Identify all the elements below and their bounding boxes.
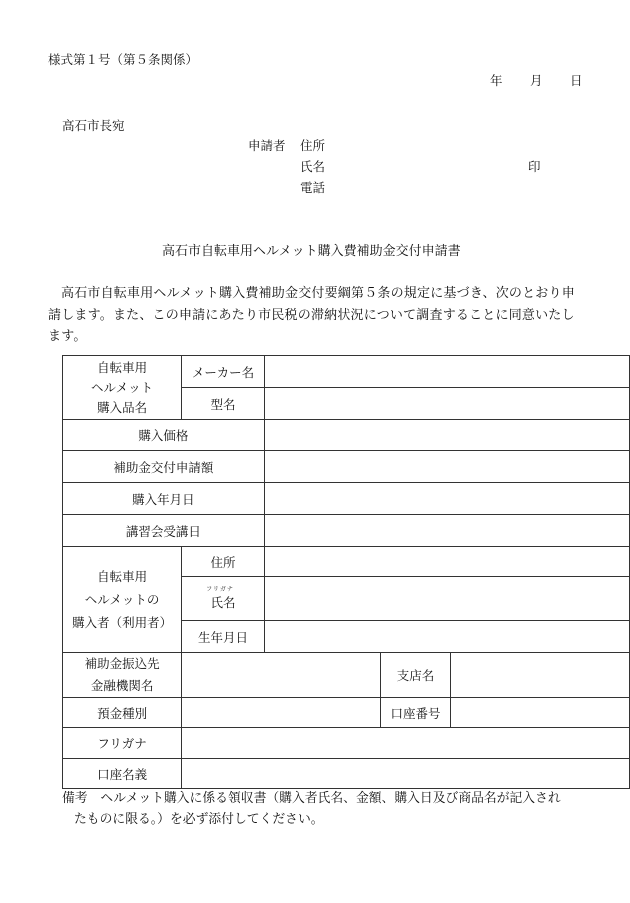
purchase-date-field[interactable] — [264, 483, 629, 515]
course-date-label: 講習会受講日 — [63, 515, 265, 547]
bank-name-field[interactable] — [182, 653, 380, 698]
purchase-price-field[interactable] — [264, 420, 629, 451]
body-line-1: 高石市自転車用ヘルメット購入費補助金交付要綱第５条の規定に基づき、次のとおり申 — [61, 286, 575, 301]
body-line-3: ます。 — [48, 329, 87, 344]
remarks — [62, 788, 592, 830]
seal-mark: 印 — [528, 159, 541, 174]
furigana-field[interactable] — [182, 728, 630, 759]
maker-name-field[interactable] — [264, 356, 629, 388]
body-line-2: 請します。また、この申請にあたり市民税の滞納状況について調査することに同意いたし — [48, 307, 575, 323]
purchase-price-label: 購入価格 — [63, 420, 265, 451]
body-paragraph — [48, 283, 588, 348]
maker-name-label: メーカー名 — [182, 356, 265, 388]
name-furigana: フリガナ — [206, 586, 234, 593]
remarks-line-1: 備考 ヘルメット購入に係る領収書（購入者氏名、金額、購入日及び商品名が記入され — [62, 791, 561, 806]
purchaser-label: 自転車用 ヘルメットの 購入者（利用者） — [63, 547, 182, 653]
model-name-field[interactable] — [264, 388, 629, 420]
addressee: 高石市長宛 — [62, 118, 125, 133]
purchaser-address-field[interactable] — [264, 547, 629, 577]
branch-name-field[interactable] — [451, 653, 630, 698]
deposit-type-field[interactable] — [182, 698, 380, 728]
bank-name-label: 補助金振込先 金融機関名 — [63, 653, 182, 698]
furigana-label: フリガナ — [63, 728, 182, 759]
helmet-item-label: 自転車用 ヘルメット 購入品名 — [63, 356, 182, 420]
applicant-name-label: 氏名 — [300, 159, 326, 174]
deposit-type-label: 預金種別 — [63, 698, 182, 728]
date-month-label: 月 — [530, 73, 543, 88]
application-table — [62, 355, 630, 789]
applicant-address-label: 住所 — [300, 138, 326, 153]
account-holder-field[interactable] — [182, 759, 630, 789]
birth-date-field[interactable] — [264, 621, 629, 653]
subsidy-amount-label: 補助金交付申請額 — [63, 451, 265, 483]
course-date-field[interactable] — [264, 515, 629, 547]
account-number-field[interactable] — [451, 698, 630, 728]
account-number-label: 口座番号 — [380, 698, 451, 728]
account-holder-label: 口座名義 — [63, 759, 182, 789]
remarks-line-2: たものに限る。）を必ず添付してください。 — [74, 812, 324, 827]
applicant-label: 申請者 — [248, 138, 286, 153]
date-year-label: 年 — [490, 73, 503, 88]
purchaser-address-label: 住所 — [182, 547, 265, 577]
form-number: 様式第１号（第５条関係） — [48, 52, 199, 67]
document-title: 高石市自転車用ヘルメット購入費補助金交付申請書 — [162, 244, 461, 259]
applicant-phone-label: 電話 — [300, 180, 326, 195]
model-name-label: 型名 — [182, 388, 265, 420]
purchaser-name-field[interactable] — [264, 577, 629, 621]
branch-name-label: 支店名 — [380, 653, 451, 698]
birth-date-label: 生年月日 — [182, 621, 265, 653]
purchaser-name-label: フリガナ 氏名 — [182, 577, 265, 621]
subsidy-amount-field[interactable] — [264, 451, 629, 483]
date-day-label: 日 — [570, 73, 583, 88]
purchase-date-label: 購入年月日 — [63, 483, 265, 515]
